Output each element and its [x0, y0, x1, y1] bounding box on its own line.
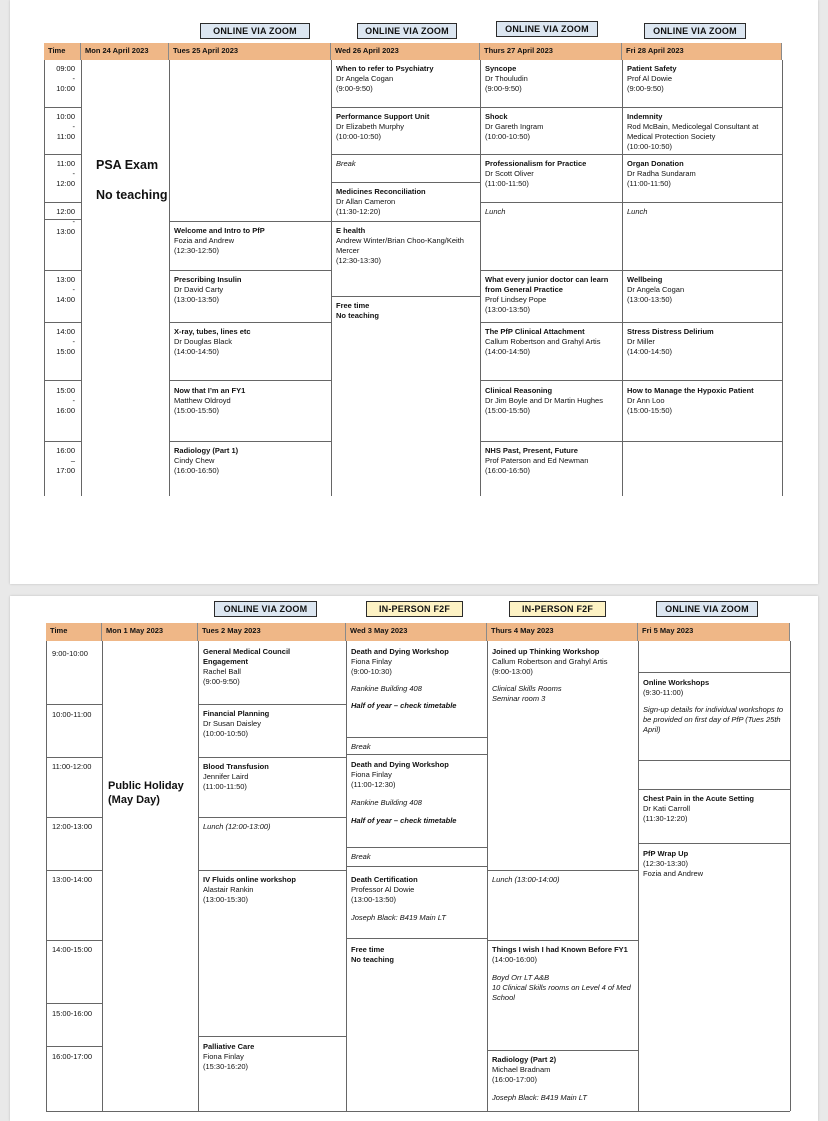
- session: Online Workshops (9:30-11:00) Sign-up details for individual workshops to be provided on first day of PfP (Tues 25th April): [643, 678, 784, 734]
- session: Free time No teaching: [351, 945, 394, 964]
- session: X-ray, tubes, lines etc Dr Douglas Black (14:00-14:50): [174, 327, 251, 356]
- mode-badge-tue: ONLINE VIA ZOOM: [200, 23, 310, 39]
- session: General Medical Council Engagement Rachel Ball (9:00-9:50): [203, 647, 291, 686]
- break-note: Break: [351, 742, 371, 751]
- session: Radiology (Part 2) Michael Bradnam (16:00-17:00) Joseph Black: B419 Main LT: [492, 1055, 587, 1102]
- session: Blood Transfusion Jennifer Laird (11:00-11:50): [203, 762, 269, 791]
- lunch-note: Lunch: [485, 207, 506, 216]
- header-tue: Tues 2 May 2023: [198, 623, 346, 641]
- session: Wellbeing Dr Angela Cogan (13:00-13:50): [627, 275, 685, 304]
- mode-badge-thu: IN-PERSON F2F: [509, 601, 606, 617]
- time-slot: 15:00 - 16:00: [56, 386, 75, 415]
- lunch-note: Lunch: [627, 207, 648, 216]
- break-note: Break: [351, 852, 371, 861]
- header-thu: Thurs 27 April 2023: [480, 43, 622, 60]
- monday-notice: Public Holiday (May Day): [108, 780, 184, 806]
- session: Medicines Reconciliation Dr Allan Cameron (11:30-12:20): [336, 187, 426, 216]
- session: What every junior doctor can learn from General Practice Prof Lindsey Pope (13:00-13:50): [485, 275, 609, 314]
- header-thu: Thurs 4 May 2023: [487, 623, 638, 641]
- time-slot: 13:00-14:00: [52, 875, 93, 884]
- header-mon: Mon 1 May 2023: [102, 623, 198, 641]
- time-slot: 12:00-13:00: [52, 822, 93, 831]
- session: Things I wish I had Known Before FY1 (14:00-16:00) Boyd Orr LT A&B 10 Clinical Skills rooms on Level 4 of Med School: [492, 945, 631, 1002]
- header-time: Time: [44, 43, 81, 60]
- lunch-note: Lunch (12:00-13:00): [203, 822, 271, 831]
- session: When to refer to Psychiatry Dr Angela Cogan (9:00-9:50): [336, 64, 434, 93]
- break-note: Break: [336, 159, 356, 168]
- header-wed: Wed 3 May 2023: [346, 623, 487, 641]
- session: Performance Support Unit Dr Elizabeth Murphy (10:00-10:50): [336, 112, 430, 141]
- time-slot: 09:00 - 10:00: [56, 64, 75, 93]
- time-slot: 12:00 - 13:00: [56, 207, 75, 236]
- session: IV Fluids online workshop Alastair Rankin (13:00-15:30): [203, 875, 296, 904]
- time-slot: 16:00-17:00: [52, 1052, 93, 1061]
- session: Prescribing Insulin Dr David Carty (13:00-13:50): [174, 275, 242, 304]
- session: E health Andrew Winter/Brian Choo-Kang/Keith Mercer (12:30-13:30): [336, 226, 464, 265]
- timetable-page-week-2: [10, 596, 818, 1121]
- time-slot: 11:00-12:00: [52, 762, 92, 771]
- time-slot: 16:00 – 17:00: [56, 446, 75, 475]
- session: Syncope Dr Thouludin (9:00-9:50): [485, 64, 528, 93]
- session: The PfP Clinical Attachment Callum Robertson and Grahyl Artis (14:00-14:50): [485, 327, 601, 356]
- mode-badge-tue: ONLINE VIA ZOOM: [214, 601, 317, 617]
- header-time: Time: [46, 623, 102, 641]
- session: Stress Distress Delirium Dr Miller (14:00-14:50): [627, 327, 714, 356]
- session: Chest Pain in the Acute Setting Dr Kati Carroll (11:30-12:20): [643, 794, 754, 823]
- session: Indemnity Rod McBain, Medicolegal Consultant at Medical Protection Society (10:00-10:50): [627, 112, 759, 151]
- time-slot: 14:00-15:00: [52, 945, 93, 954]
- lunch-note: Lunch (13:00-14:00): [492, 875, 560, 884]
- mode-badge-wed: ONLINE VIA ZOOM: [357, 23, 457, 39]
- session: Professionalism for Practice Dr Scott Oliver (11:00-11:50): [485, 159, 587, 188]
- time-slot: 10:00 - 11:00: [56, 112, 75, 141]
- header-mon: Mon 24 April 2023: [81, 43, 169, 60]
- monday-notice: PSA Exam No teaching: [96, 158, 168, 202]
- header-fri: Fri 28 April 2023: [622, 43, 782, 60]
- mode-badge-fri: ONLINE VIA ZOOM: [656, 601, 758, 617]
- session: NHS Past, Present, Future Prof Paterson and Ed Newman (16:00-16:50): [485, 446, 589, 475]
- session: Free time No teaching: [336, 301, 379, 320]
- session: Organ Donation Dr Radha Sundaram (11:00-11:50): [627, 159, 696, 188]
- time-slot: 9:00-10:00: [52, 649, 88, 658]
- session: Palliative Care Fiona Finlay (15:30-16:20): [203, 1042, 255, 1071]
- timetable-page-week-1: [10, 0, 818, 584]
- mode-badge-thu: ONLINE VIA ZOOM: [496, 21, 598, 37]
- time-slot: 15:00-16:00: [52, 1009, 93, 1018]
- session: Financial Planning Dr Susan Daisley (10:00-10:50): [203, 709, 270, 738]
- session: PfP Wrap Up (12:30-13:30) Fozia and Andrew: [643, 849, 704, 878]
- time-slot: 10:00-11:00: [52, 710, 92, 719]
- session: Welcome and Intro to PfP Fozia and Andrew (12:30-12:50): [174, 226, 265, 255]
- time-slot: 13:00 - 14:00: [56, 275, 75, 304]
- mode-badge-fri: ONLINE VIA ZOOM: [644, 23, 746, 39]
- header-wed: Wed 26 April 2023: [331, 43, 480, 60]
- session: Death and Dying Workshop Fiona Finlay (11:00-12:30) Rankine Building 408 Half of year – check timetable: [351, 760, 457, 825]
- time-slot: 11:00 - 12:00: [56, 159, 75, 188]
- session: Now that I’m an FY1 Matthew Oldroyd (15:00-15:50): [174, 386, 246, 415]
- session: Death and Dying Workshop Fiona Finlay (9:00-10:30) Rankine Building 408 Half of year – check timetable: [351, 647, 457, 710]
- session: How to Manage the Hypoxic Patient Dr Ann Loo (15:00-15:50): [627, 386, 754, 415]
- session: Joined up Thinking Workshop Callum Robertson and Grahyl Artis (9:00-13:00) Clinical Skills Rooms Seminar room 3: [492, 647, 608, 703]
- session: Patient Safety Prof Al Dowie (9:00-9:50): [627, 64, 677, 93]
- session: Clinical Reasoning Dr Jim Boyle and Dr Martin Hughes (15:00-15:50): [485, 386, 603, 415]
- header-tue: Tues 25 April 2023: [169, 43, 331, 60]
- time-slot: 14:00 - 15:00: [56, 327, 75, 356]
- session: Radiology (Part 1) Cindy Chew (16:00-16:50): [174, 446, 239, 475]
- mode-badge-wed: IN-PERSON F2F: [366, 601, 463, 617]
- session: Shock Dr Gareth Ingram (10:00-10:50): [485, 112, 544, 141]
- session: Death Certification Professor Al Dowie (13:00-13:50) Joseph Black: B419 Main LT: [351, 875, 446, 922]
- header-fri: Fri 5 May 2023: [638, 623, 790, 641]
